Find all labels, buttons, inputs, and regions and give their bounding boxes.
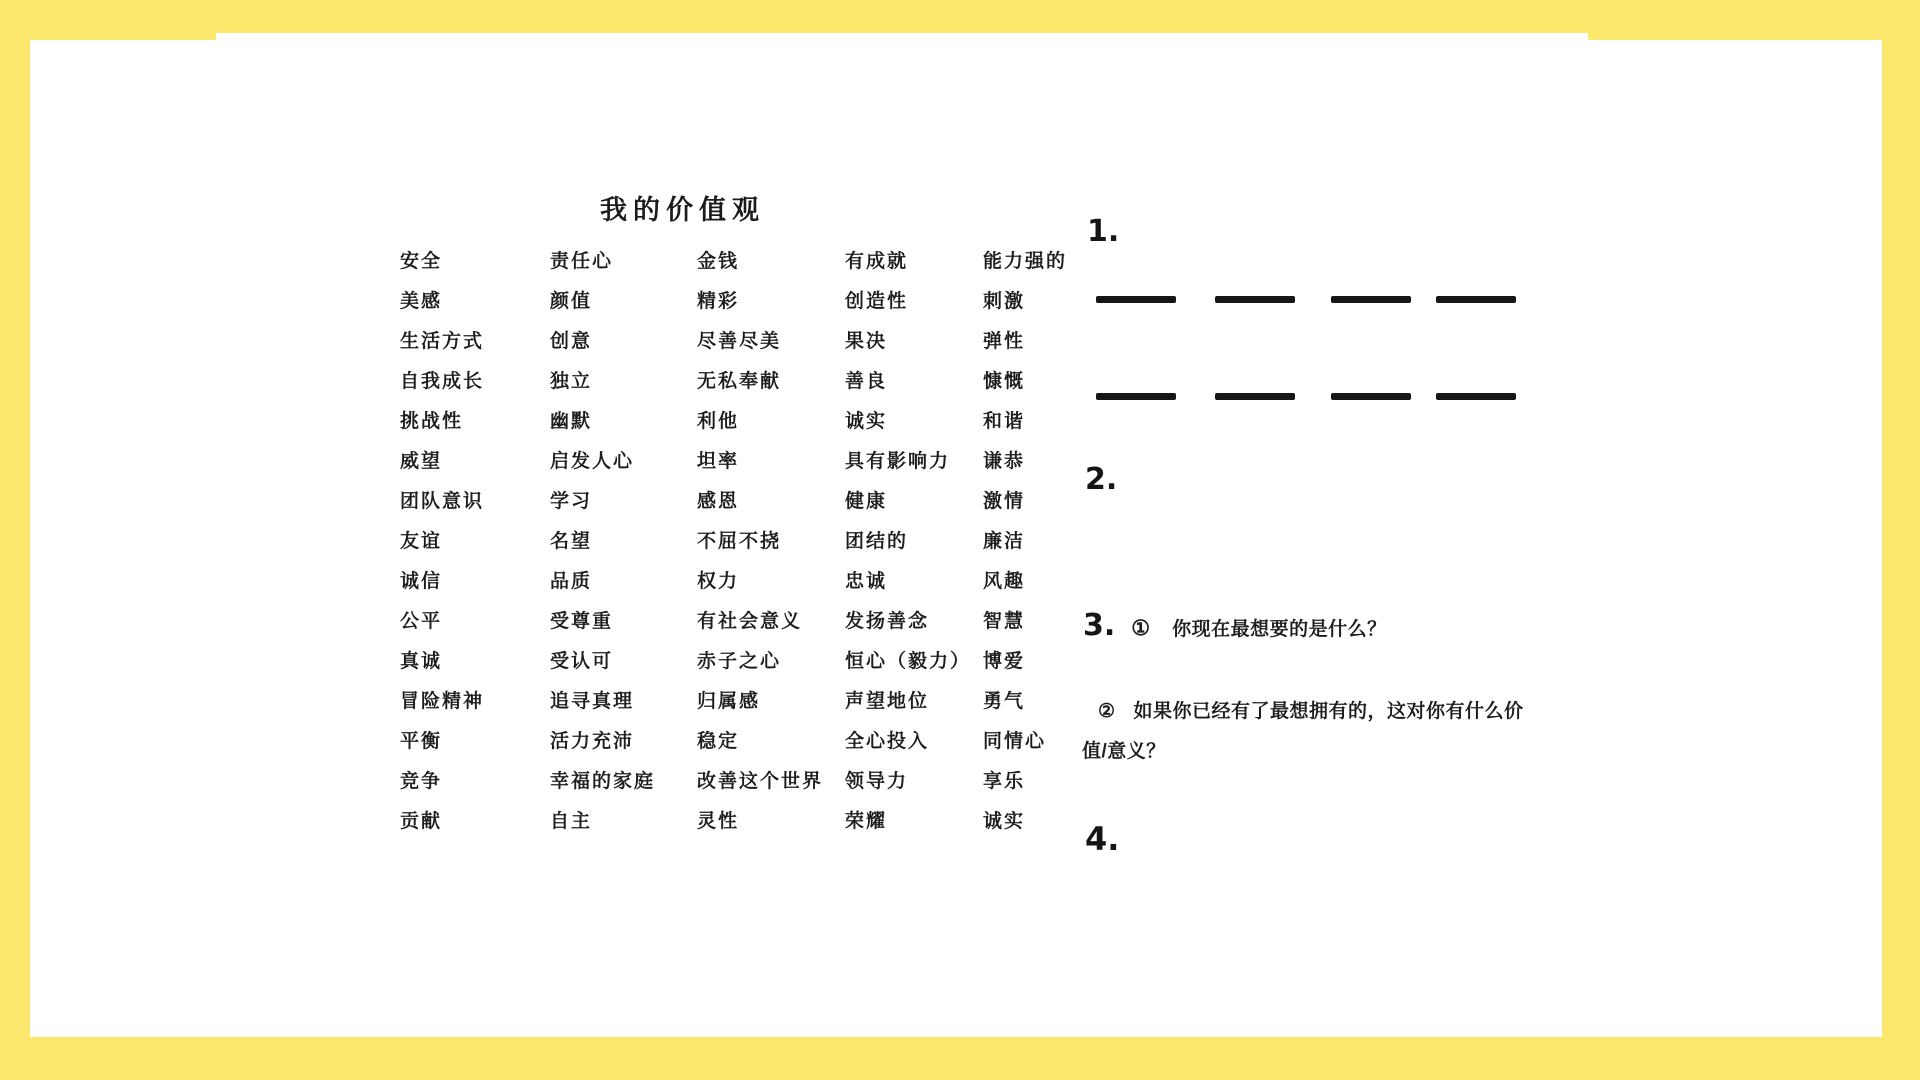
circled-two-marker: ②	[1098, 701, 1116, 722]
question-1-text: 你现在最想要的是什么？	[1172, 619, 1387, 640]
blank-line	[1215, 393, 1295, 400]
value-item: 权力	[697, 571, 740, 592]
value-item: 团结的	[845, 531, 909, 552]
value-item: 坦率	[697, 451, 740, 472]
value-item: 冒险精神	[400, 691, 485, 712]
value-item: 具有影响力	[845, 451, 951, 472]
value-item: 改善这个世界	[697, 771, 824, 792]
value-item: 领导力	[845, 771, 909, 792]
value-item: 感恩	[697, 491, 740, 512]
value-item: 颜值	[550, 291, 593, 312]
value-item: 同情心	[983, 731, 1047, 752]
value-item: 博爱	[983, 651, 1026, 672]
value-item: 学习	[550, 491, 593, 512]
value-item: 恒心（毅力）	[845, 651, 972, 672]
value-item: 创意	[550, 331, 593, 352]
value-item: 能力强的	[983, 251, 1068, 272]
value-item: 利他	[697, 411, 740, 432]
blank-lines-row-2	[1096, 393, 1516, 400]
value-item: 廉洁	[983, 531, 1026, 552]
value-item: 和谐	[983, 411, 1026, 432]
value-item: 公平	[400, 611, 443, 632]
value-item: 幸福的家庭	[550, 771, 656, 792]
value-item: 有成就	[845, 251, 909, 272]
value-item: 独立	[550, 371, 593, 392]
value-item: 有社会意义	[697, 611, 803, 632]
value-item: 归属感	[697, 691, 761, 712]
value-item: 谦恭	[983, 451, 1026, 472]
value-item: 生活方式	[400, 331, 485, 352]
page-title: 我的价值观	[600, 195, 765, 225]
value-item: 忠诚	[845, 571, 888, 592]
value-item: 无私奉献	[697, 371, 782, 392]
value-item: 受尊重	[550, 611, 614, 632]
value-item: 弹性	[983, 331, 1026, 352]
value-item: 尽善尽美	[697, 331, 782, 352]
value-item: 美感	[400, 291, 443, 312]
values-column-3	[697, 242, 823, 842]
top-left-yellow-tab	[30, 0, 216, 40]
item-3-number: 3.	[1083, 608, 1116, 643]
value-item: 赤子之心	[697, 651, 782, 672]
value-item: 智慧	[983, 611, 1026, 632]
value-item: 全心投入	[845, 731, 930, 752]
value-item: 精彩	[697, 291, 740, 312]
question-2-text: 如果你已经有了最想拥有的，这对你有什么价	[1133, 701, 1524, 722]
value-item: 启发人心	[550, 451, 635, 472]
item-3-question-2	[1082, 692, 1524, 772]
values-column-4	[845, 242, 971, 842]
value-item: 诚实	[983, 811, 1026, 832]
value-item: 发扬善念	[845, 611, 930, 632]
value-item: 真诚	[400, 651, 443, 672]
value-item: 活力充沛	[550, 731, 635, 752]
value-item: 平衡	[400, 731, 443, 752]
item-4-number: 4.	[1085, 820, 1120, 858]
question-2-line-1	[1082, 692, 1524, 732]
value-item: 品质	[550, 571, 593, 592]
value-item: 享乐	[983, 771, 1026, 792]
value-item: 贡献	[400, 811, 443, 832]
value-item: 挑战性	[400, 411, 464, 432]
value-item: 责任心	[550, 251, 614, 272]
blank-line	[1331, 296, 1411, 303]
blank-line	[1331, 393, 1411, 400]
value-item: 自主	[550, 811, 593, 832]
blank-line	[1436, 296, 1516, 303]
value-item: 诚信	[400, 571, 443, 592]
value-item: 勇气	[983, 691, 1026, 712]
question-2-line-2: 值/意义？	[1082, 741, 1166, 762]
value-item: 善良	[845, 371, 888, 392]
value-item: 自我成长	[400, 371, 485, 392]
values-column-1	[400, 242, 484, 842]
value-item: 激情	[983, 491, 1026, 512]
top-right-yellow-tab	[1588, 0, 1882, 40]
value-item: 金钱	[697, 251, 740, 272]
value-item: 声望地位	[845, 691, 930, 712]
value-item: 追寻真理	[550, 691, 635, 712]
value-item: 受认可	[550, 651, 614, 672]
blank-lines-row-1	[1096, 296, 1516, 303]
value-item: 荣耀	[845, 811, 888, 832]
value-item: 安全	[400, 251, 443, 272]
value-item: 风趣	[983, 571, 1026, 592]
value-item: 不屈不挠	[697, 531, 782, 552]
values-column-2	[550, 242, 655, 842]
value-item: 名望	[550, 531, 593, 552]
blank-line	[1096, 393, 1176, 400]
item-1-number: 1.	[1087, 214, 1120, 249]
blank-line	[1436, 393, 1516, 400]
value-item: 威望	[400, 451, 443, 472]
item-3-question-1	[1083, 608, 1387, 643]
value-item: 幽默	[550, 411, 593, 432]
value-item: 刺激	[983, 291, 1026, 312]
value-item: 稳定	[697, 731, 740, 752]
value-item: 慷慨	[983, 371, 1026, 392]
blank-line	[1215, 296, 1295, 303]
values-column-5	[983, 242, 1067, 842]
value-item: 团队意识	[400, 491, 485, 512]
blank-line	[1096, 296, 1176, 303]
value-item: 健康	[845, 491, 888, 512]
value-item: 诚实	[845, 411, 888, 432]
value-item: 友谊	[400, 531, 443, 552]
circled-one-marker: ①	[1131, 617, 1151, 640]
value-item: 竞争	[400, 771, 443, 792]
item-2-number: 2.	[1085, 462, 1118, 497]
value-item: 果决	[845, 331, 888, 352]
value-item: 灵性	[697, 811, 740, 832]
value-item: 创造性	[845, 291, 909, 312]
